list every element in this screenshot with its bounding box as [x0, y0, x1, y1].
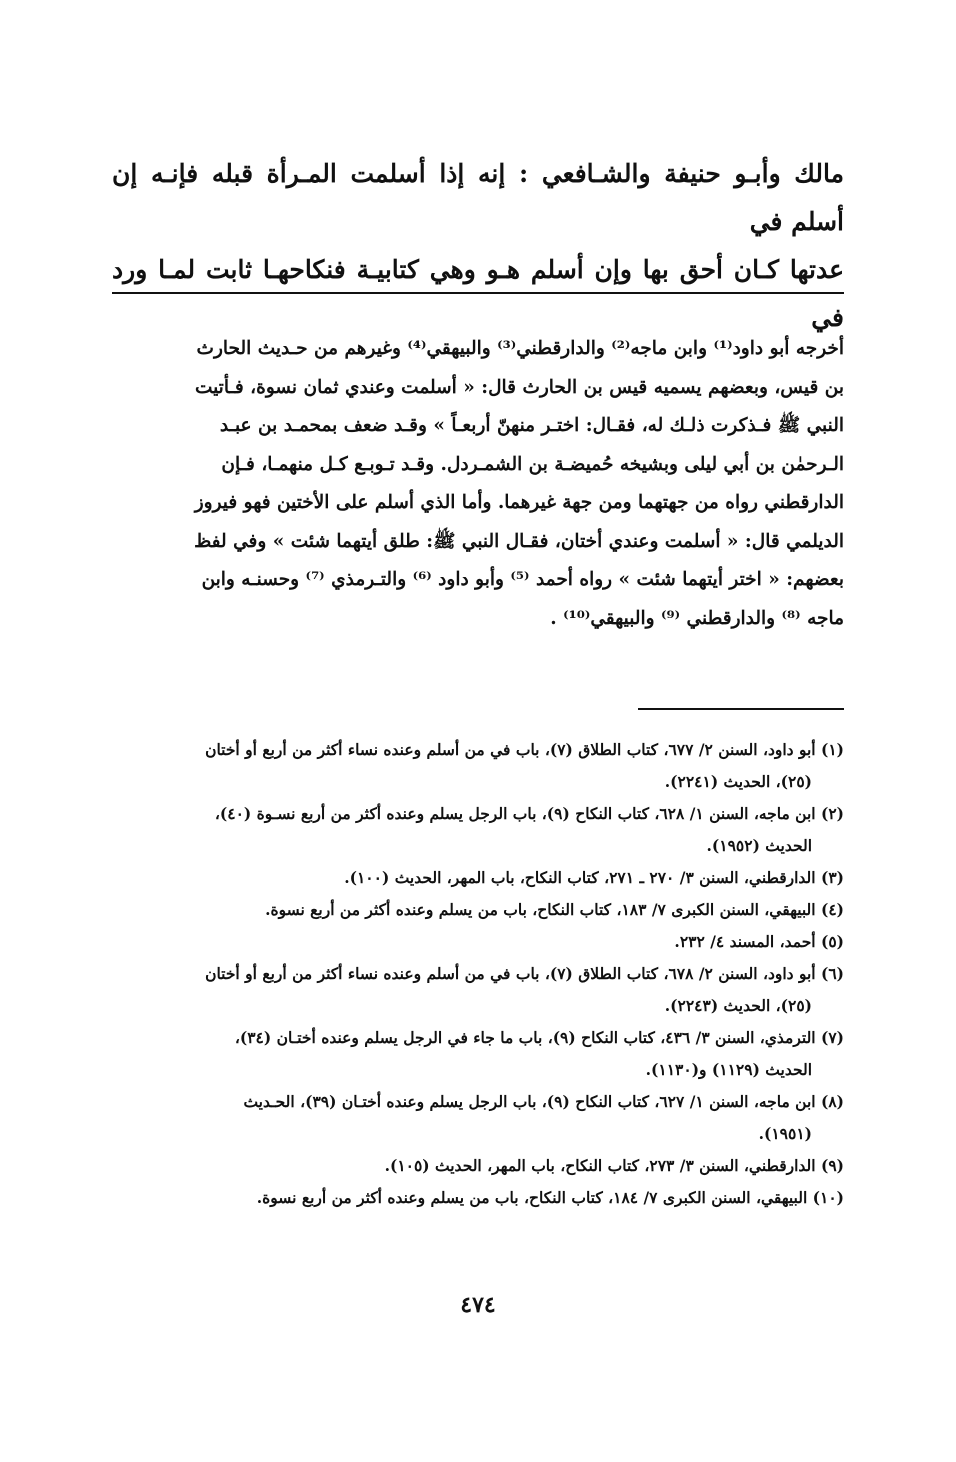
- footnote-continuation: (١٩٥١).: [758, 1124, 812, 1143]
- footnote-7: [110, 1022, 844, 1086]
- footnote-text: (١٠) البيهقي، السنن الكبرى ٧/ ١٨٤، كتاب النكاح، باب من يسلم وعنده أكثر من أربع نسوة.: [256, 1188, 844, 1207]
- takhrij-line: بن قيس، وبعضهم يسميه قيس بن الحارث قال: « أسلمت وعندي ثمان نسوة، فـأتيت: [194, 376, 844, 398]
- takhrij-line: بعضهم: « اختر أيتهما شئت » رواه أحمد ⁽⁵⁾ وأبو داود ⁽⁶⁾ والتـرمذي ⁽⁷⁾ وحسنـه وابن: [201, 569, 844, 590]
- footnote-6: [110, 958, 844, 1022]
- main-text-line: مالك وأبـو حنيفة والشـافعي : إنه إذا أسلمت المـرأة قبله فإنـه إن أسلم في: [112, 159, 844, 236]
- footnote-4: [110, 894, 844, 926]
- footnotes-list: [110, 734, 844, 1214]
- page-number: ٤٧٤: [460, 1292, 496, 1318]
- footnote-continuation: الحديث (١١٢٩) و(١١٣٠).: [645, 1060, 812, 1079]
- footnote-text: (٧) الترمذي، السنن ٣/ ٤٣٦، كتاب النكاح (٩)، باب ما جاء في الرجل يسلم وعنده أختـان (٣٤)،: [234, 1028, 844, 1047]
- takhrij-line: ماجه ⁽⁸⁾ والدارقطني ⁽⁹⁾ والبيهقي⁽¹⁰⁾ .: [550, 607, 844, 629]
- main-text: [112, 150, 844, 342]
- takhrij-line: الدارقطني رواه من جهتهما ومن جهة غيرهما. وأما الذي أسلم على الأختين فهو فيروز: [194, 492, 844, 513]
- footnote-text: (٤) البيهقي، السنن الكبرى ٧/ ١٨٣، كتاب النكاح، باب من يسلم وعنده أكثر من أربع نسوة.: [265, 900, 844, 919]
- footnote-text: (٦) أبو داود، السنن ٢/ ٦٧٨، كتاب الطلاق (٧)، باب في من أسلم وعنده نساء أكثر من أربع أو أختان: [205, 964, 844, 983]
- main-text-divider: [112, 292, 844, 294]
- footnote-3: [110, 862, 844, 894]
- footnote-text: (١) أبو داود، السنن ٢/ ٦٧٧، كتاب الطلاق (٧)، باب في من أسلم وعنده نساء أكثر من أربع أو أختان: [205, 740, 844, 759]
- footnote-10: [110, 1182, 844, 1214]
- footnote-text: (٥) أحمد، المسند ٤/ ٢٣٢.: [674, 932, 844, 951]
- footnote-continuation: (٢٥)، الحديث (٢٢٤٣).: [664, 996, 812, 1015]
- footnote-2: [110, 798, 844, 862]
- main-text-line: عدتها كـان أحق بها وإن أسلم هـو وهي كتابيـة فنكاحهـا ثابت لمـا ورد في: [112, 255, 844, 332]
- footnote-text: (٨) ابن ماجه، السنن ١/ ٦٢٧، كتاب النكاح (٩)، باب الرجل يسلم وعنده أختـان (٣٩)، الحـديث: [243, 1092, 844, 1111]
- takhrij-line: الـرحمٰن بن أبي ليلى وبشيخه حُميضـة بن الشمـردل. وقـد تـوبـع كـل منهمـا، فـإن: [221, 453, 844, 475]
- footnote-5: [110, 926, 844, 958]
- footnote-text: (٩) الدارقطني، السنن ٣/ ٢٧٣، كتاب النكاح، باب المهر، الحديث (١٠٥).: [384, 1156, 844, 1175]
- hadith-takhrij-note: [112, 330, 844, 638]
- footnote-1: [110, 734, 844, 798]
- footnote-continuation: الحديث (١٩٥٢).: [706, 836, 812, 855]
- footnote-divider: [638, 708, 844, 710]
- takhrij-line: الديلمي قال: « أسلمت وعندي أختان، فقـال النبي ﷺ: طلق أيتهما شئت » وفي لفظ: [194, 530, 844, 552]
- footnote-8: [110, 1086, 844, 1150]
- footnote-text: (٣) الدارقطني، السنن ٣/ ٢٧٠ ـ ٢٧١، كتاب النكاح، باب المهر، الحديث (١٠٠).: [344, 868, 844, 887]
- footnote-9: [110, 1150, 844, 1182]
- footnote-continuation: (٢٥)، الحديث (٢٢٤١).: [664, 772, 812, 791]
- takhrij-line: أخرجه أبو داود⁽¹⁾ وابن ماجه⁽²⁾ والدارقطني⁽³⁾ والبيهقي⁽⁴⁾ وغيرهم من حـديث الحارث: [196, 338, 844, 359]
- takhrij-line: النبي ﷺ فـذكرت ذلـك له، فقـال: اختـر منهنّ أربعـاً » وقـد ضعف بمحمـد بن عبـد: [219, 415, 844, 436]
- footnote-text: (٢) ابن ماجه، السنن ١/ ٦٢٨، كتاب النكاح (٩)، باب الرجل يسلم وعنده أكثر من أربع نسـوة (٤٠)،: [214, 804, 844, 823]
